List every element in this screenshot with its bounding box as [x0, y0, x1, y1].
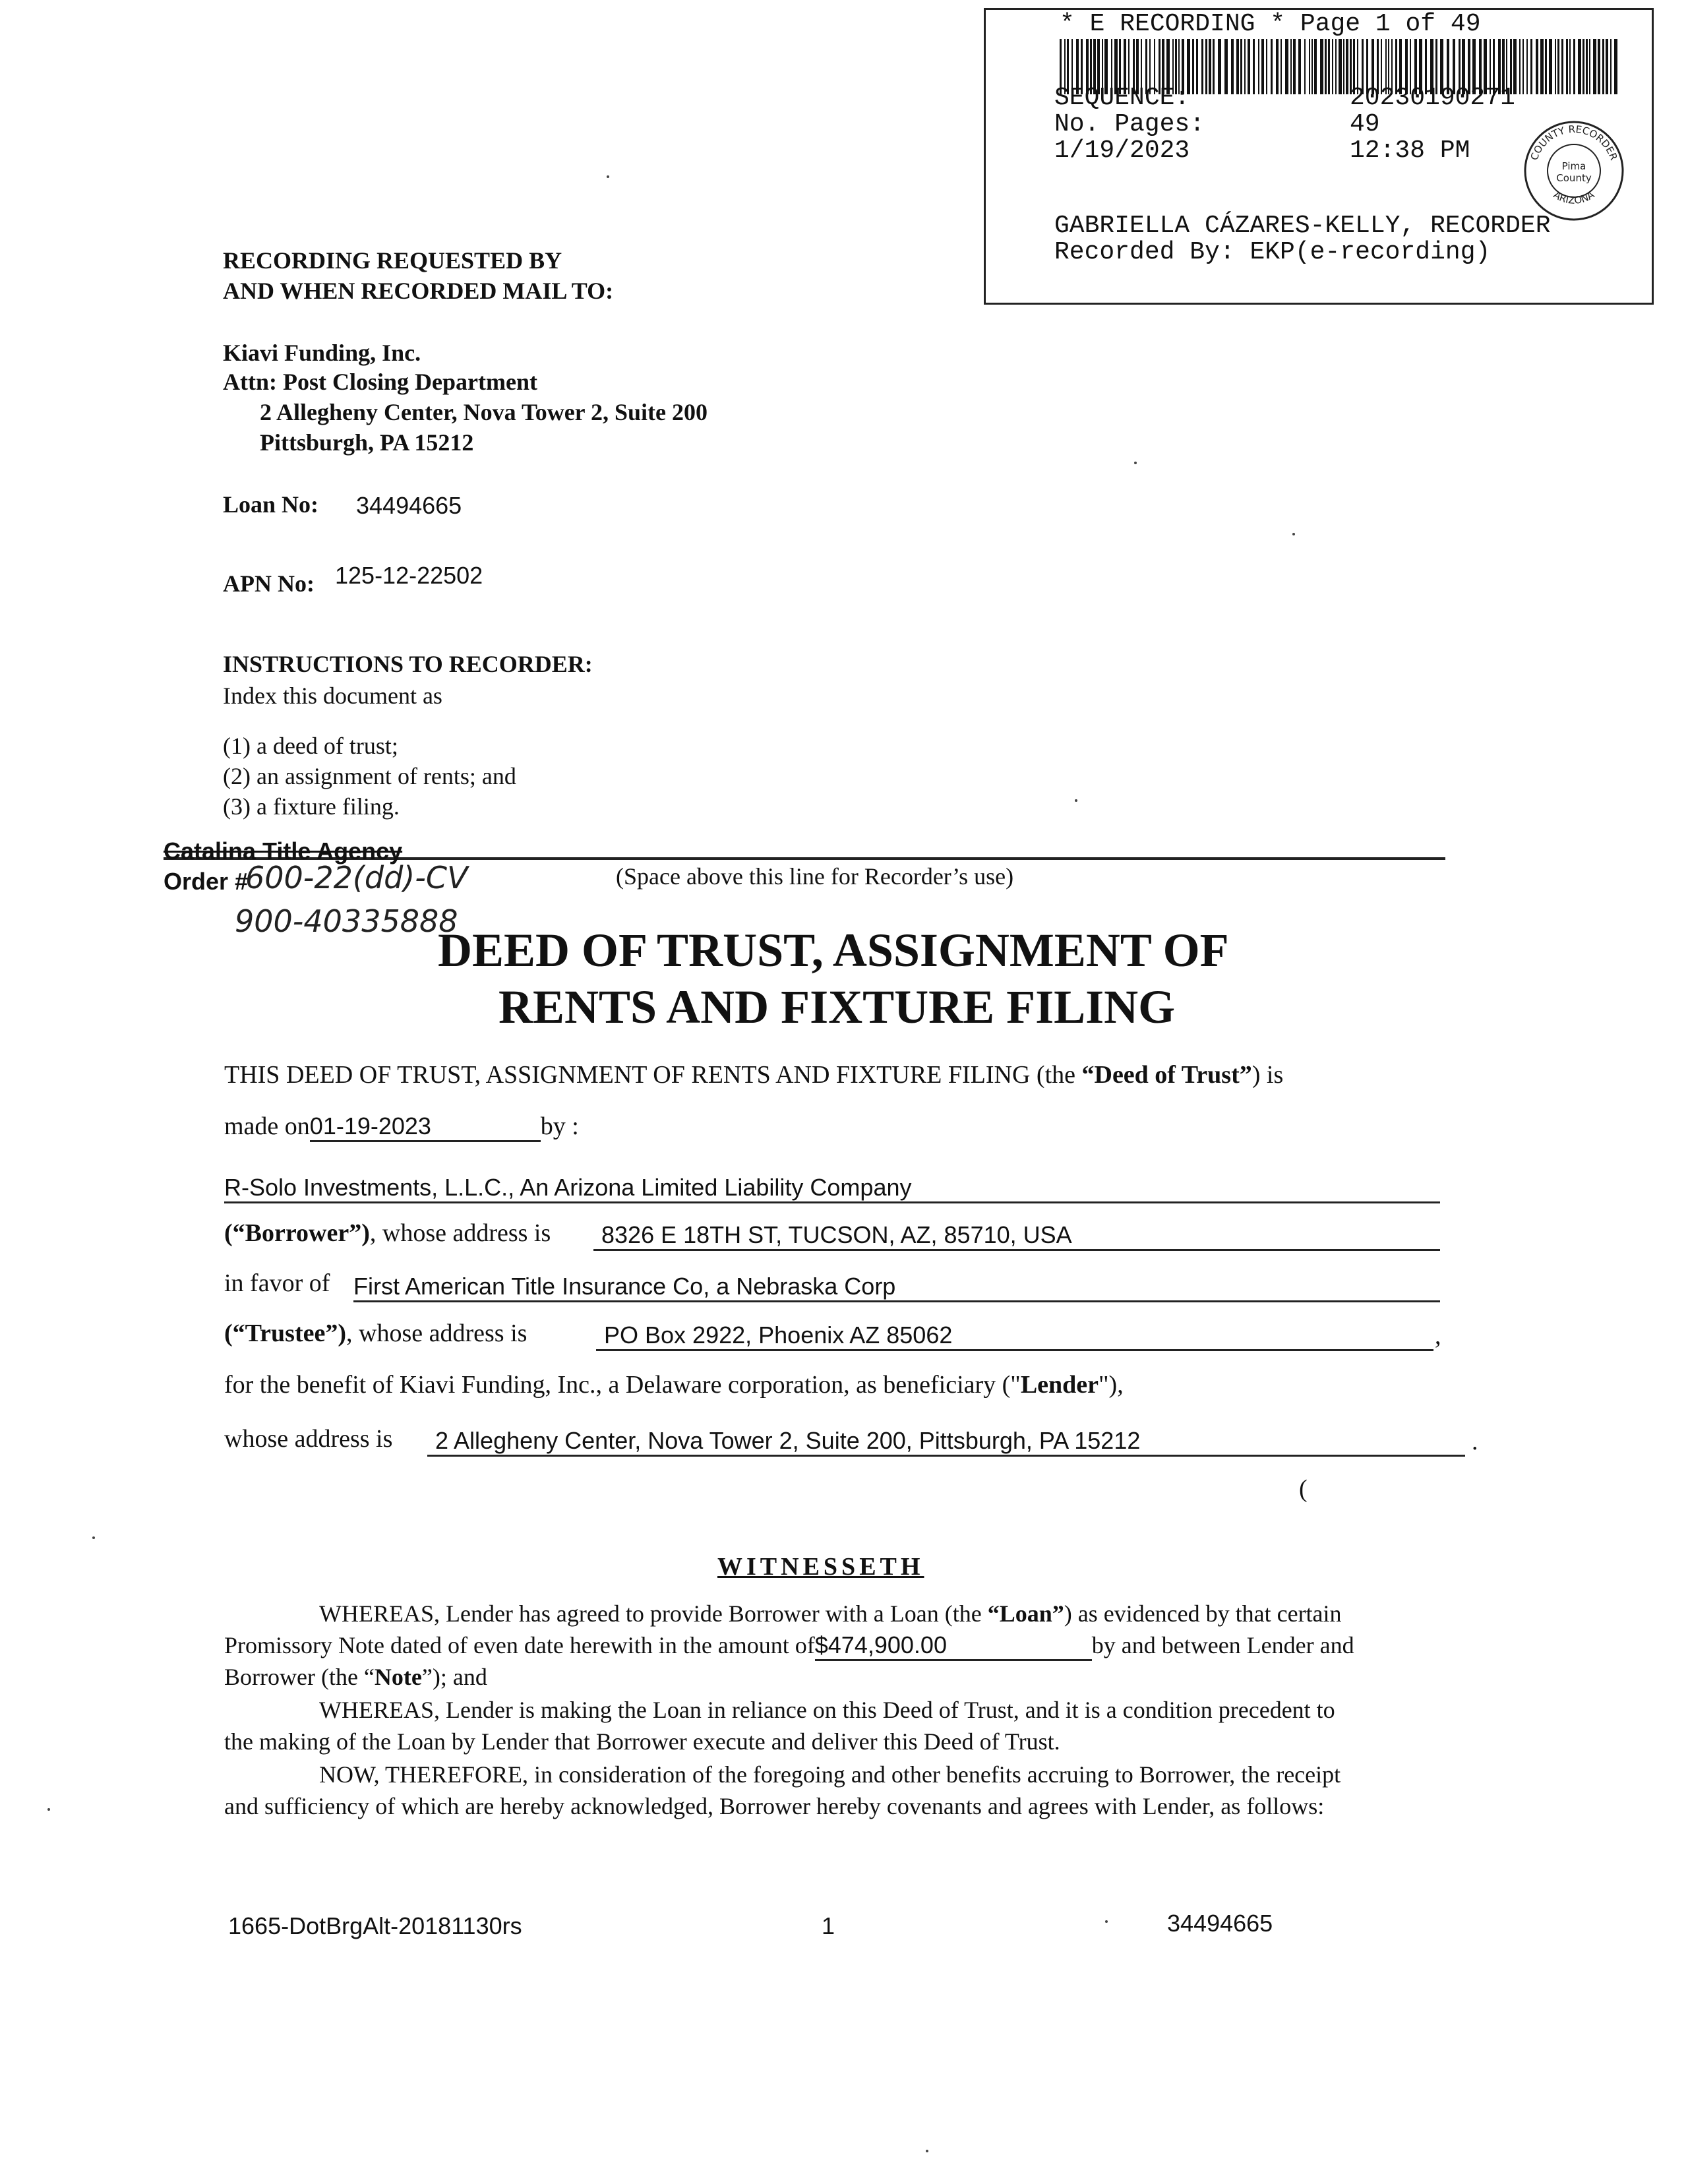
scan-speck — [1134, 462, 1137, 464]
barcode-bar — [1244, 39, 1246, 94]
agency-order-label: Order # — [164, 868, 249, 895]
barcode-bar — [1578, 39, 1581, 94]
sequence-value: 20230190271 — [1350, 84, 1515, 112]
barcode-bar — [1253, 39, 1255, 94]
recorded-time: 12:38 PM — [1350, 136, 1470, 165]
barcode-bar — [1526, 39, 1528, 94]
barcode-bar — [1298, 39, 1301, 94]
pages-label: No. Pages: — [1054, 110, 1205, 138]
scan-speck — [47, 1808, 50, 1811]
barcode-bar — [1240, 39, 1242, 94]
barcode-bar — [1196, 39, 1198, 94]
barcode-bar — [1519, 39, 1521, 94]
mail-to-street: 2 Allegheny Center, Nova Tower 2, Suite 200 — [260, 399, 708, 425]
benefit-line: for the benefit of Kiavi Funding, Inc., a Delaware corporation, as beneficiary ("Lender"), — [224, 1371, 1124, 1399]
barcode-bar — [1248, 39, 1250, 94]
witnesseth-p3-line1: NOW, THEREFORE, in consideration of the foregoing and other benefits accruing to Borrower, the receipt — [319, 1761, 1341, 1788]
barcode-bar — [1328, 39, 1330, 94]
borrower-address-line: (“Borrower”), whose address is — [224, 1219, 551, 1247]
lender-address-lead: whose address is — [224, 1425, 393, 1453]
barcode-bar — [1290, 39, 1292, 94]
barcode-bar — [1530, 39, 1532, 94]
barcode-bar — [1209, 39, 1211, 94]
barcode-bar — [1258, 39, 1259, 94]
lender-address-field — [427, 1427, 1465, 1457]
sequence-label: SEQUENCE: — [1054, 84, 1190, 112]
barcode-bar — [1205, 39, 1207, 94]
barcode-bar — [1555, 39, 1556, 94]
barcode-bar — [1582, 39, 1584, 94]
barcode-bar — [1540, 39, 1544, 94]
barcode-bar — [1573, 39, 1575, 94]
svg-text:COUNTY RECORDER — [1528, 123, 1620, 162]
witnesseth-p1-line3: Borrower (the “Note”); and — [224, 1664, 487, 1690]
agency-order-handwritten-1: 600-22(dd)-CV — [245, 860, 468, 895]
barcode-bar — [1314, 39, 1317, 94]
loan-no-label: Loan No: — [223, 491, 319, 518]
recorder-name: GABRIELLA CÁZARES-KELLY, RECORDER — [1054, 212, 1551, 240]
witnesseth-p2-line1: WHEREAS, Lender is making the Loan in reliance on this Deed of Trust, and it is a condition precedent to — [319, 1697, 1335, 1723]
barcode-bar — [1557, 39, 1559, 94]
witnesseth-p1-line2: Promissory Note dated of even date herewith in the amount of$474,900.00 by and between Lender and — [224, 1631, 1354, 1661]
barcode-bar — [1304, 39, 1306, 94]
footer-loan-number: 34494665 — [1167, 1910, 1273, 1937]
borrower-name: R-Solo Investments, L.L.C., An Arizona Limited Liability Company — [224, 1174, 912, 1201]
barcode-bar — [1602, 39, 1604, 94]
barcode-bar — [1598, 39, 1600, 94]
barcode-bar — [1561, 39, 1563, 94]
barcode-bar — [1201, 39, 1203, 94]
witnesseth-p1-line1: WHEREAS, Lender has agreed to provide Borrower with a Loan (the “Loan”) as evidenced by that certain — [319, 1600, 1342, 1627]
document-title-line1: DEED OF TRUST, ASSIGNMENT OF — [438, 924, 1229, 977]
agency-order-handwritten-2: 900-40335888 — [235, 903, 458, 939]
witnesseth-heading: WITNESSETH — [717, 1553, 924, 1581]
trustee-address-line: (“Trustee”), whose address is — [224, 1320, 528, 1347]
instructions-subtitle: Index this document as — [223, 682, 442, 709]
barcode-bar — [1266, 39, 1267, 94]
footer-form-id: 1665-DotBrgAlt-20181130rs — [228, 1912, 522, 1939]
seal-text-mid1: Pima — [1561, 160, 1586, 172]
barcode-bar — [1343, 39, 1344, 94]
scan-speck — [926, 2150, 928, 2152]
county-recorder-seal — [1521, 118, 1627, 224]
barcode-bar — [1593, 39, 1596, 94]
instructions-title: INSTRUCTIONS TO RECORDER: — [223, 651, 593, 677]
pages-value: 49 — [1350, 110, 1380, 138]
footer-page-number: 1 — [822, 1912, 835, 1939]
barcode-bar — [1236, 39, 1239, 94]
barcode-bar — [1545, 39, 1547, 94]
borrower-name-field — [224, 1174, 1440, 1203]
borrower-address: 8326 E 18TH ST, TUCSON, AZ, 85710, USA — [601, 1221, 1072, 1248]
mail-to-name: Kiavi Funding, Inc. — [223, 340, 421, 366]
barcode-bar — [1293, 39, 1296, 94]
recording-requested-line2: AND WHEN RECORDED MAIL TO: — [223, 278, 614, 304]
scan-speck — [1105, 1920, 1108, 1923]
instruction-item: (2) an assignment of rents; and — [223, 763, 516, 789]
scan-speck — [607, 175, 609, 178]
barcode-bar — [1549, 39, 1552, 94]
apn-value: 125-12-22502 — [335, 562, 483, 589]
barcode-bar — [1281, 39, 1282, 94]
barcode-bar — [1320, 39, 1323, 94]
seal-text-mid2: County — [1556, 172, 1592, 184]
barcode-bar — [1276, 39, 1279, 94]
recorded-date: 1/19/2023 — [1054, 136, 1190, 165]
stamp-header: * E RECORDING * Page 1 of 49 — [1060, 10, 1481, 38]
barcode-bar — [1192, 39, 1194, 94]
trustee-comma: , — [1435, 1322, 1441, 1350]
trustee-name-field — [353, 1273, 1440, 1302]
mail-to-attn: Attn: Post Closing Department — [223, 369, 537, 395]
barcode-bar — [1522, 39, 1524, 94]
trustee-name: First American Title Insurance Co, a Nebraska Corp — [353, 1273, 896, 1300]
recorded-by: Recorded By: EKP(e-recording) — [1054, 238, 1491, 266]
apn-label: APN No: — [223, 570, 315, 597]
document-title-line2: RENTS AND FIXTURE FILING — [498, 981, 1176, 1033]
scan-speck — [92, 1536, 95, 1539]
svg-text:ARIZONA — [1552, 189, 1597, 206]
barcode-bar — [1569, 39, 1571, 94]
scan-speck — [1292, 533, 1295, 535]
loan-no-value: 34494665 — [356, 492, 462, 519]
barcode-bar — [1606, 39, 1608, 94]
instruction-item: (3) a fixture filing. — [223, 793, 400, 820]
barcode-bar — [1311, 39, 1313, 94]
instruction-item: (1) a deed of trust; — [223, 733, 398, 759]
trustee-address: PO Box 2922, Phoenix AZ 85062 — [604, 1321, 953, 1349]
barcode-bar — [1325, 39, 1327, 94]
loan-amount: $474,900.00 — [815, 1631, 1092, 1661]
barcode-bar — [1566, 39, 1568, 94]
stray-paren: ( — [1299, 1475, 1308, 1503]
intro-line1: THIS DEED OF TRUST, ASSIGNMENT OF RENTS AND FIXTURE FILING (the “Deed of Trust”) is — [224, 1061, 1284, 1089]
borrower-address-field — [593, 1221, 1440, 1251]
barcode-bar — [1285, 39, 1288, 94]
scan-speck — [1075, 799, 1077, 802]
seal-text-bottom: ARIZONA — [1551, 189, 1597, 207]
barcode-bar — [1271, 39, 1273, 94]
barcode-bar — [1261, 39, 1264, 94]
barcode-bar — [1332, 39, 1333, 94]
recording-stamp — [984, 8, 1654, 305]
barcode-bar — [1309, 39, 1310, 94]
lender-address: 2 Allegheny Center, Nova Tower 2, Suite 200, Pittsburgh, PA 15212 — [435, 1427, 1141, 1454]
agency-name: Catalina Title Agency — [164, 837, 403, 864]
favor-of-label: in favor of — [224, 1269, 330, 1297]
barcode-bar — [1218, 39, 1221, 94]
barcode-bar — [1231, 39, 1234, 94]
barcode-bar — [1224, 39, 1228, 94]
barcode-bar — [1614, 39, 1617, 94]
seal-text-top: COUNTY RECORDER — [1528, 123, 1620, 162]
barcode-bar — [1335, 39, 1337, 94]
barcode-bar — [1610, 39, 1612, 94]
recording-requested-line1: RECORDING REQUESTED BY — [223, 247, 562, 274]
lender-period: . — [1472, 1428, 1478, 1455]
witnesseth-p2-line2: the making of the Loan by Lender that Borrower execute and deliver this Deed of Trust. — [224, 1728, 1060, 1755]
barcode-bar — [1339, 39, 1342, 94]
barcode-bar — [1589, 39, 1590, 94]
barcode-bar — [1213, 39, 1215, 94]
barcode-bar — [1536, 39, 1538, 94]
trustee-address-field — [596, 1321, 1433, 1351]
witnesseth-p3-line2: and sufficiency of which are hereby acknowledged, Borrower hereby covenants and agrees with Lender, as follows: — [224, 1793, 1325, 1819]
made-on-date: 01-19-2023 — [310, 1112, 541, 1142]
recorder-space-note: (Space above this line for Recorder’s use) — [616, 863, 1014, 890]
barcode-bar — [1346, 39, 1348, 94]
intro-made-on: made on01-19-2023 by : — [224, 1112, 579, 1142]
mail-to-city: Pittsburgh, PA 15212 — [260, 429, 474, 456]
barcode-bar — [1586, 39, 1588, 94]
